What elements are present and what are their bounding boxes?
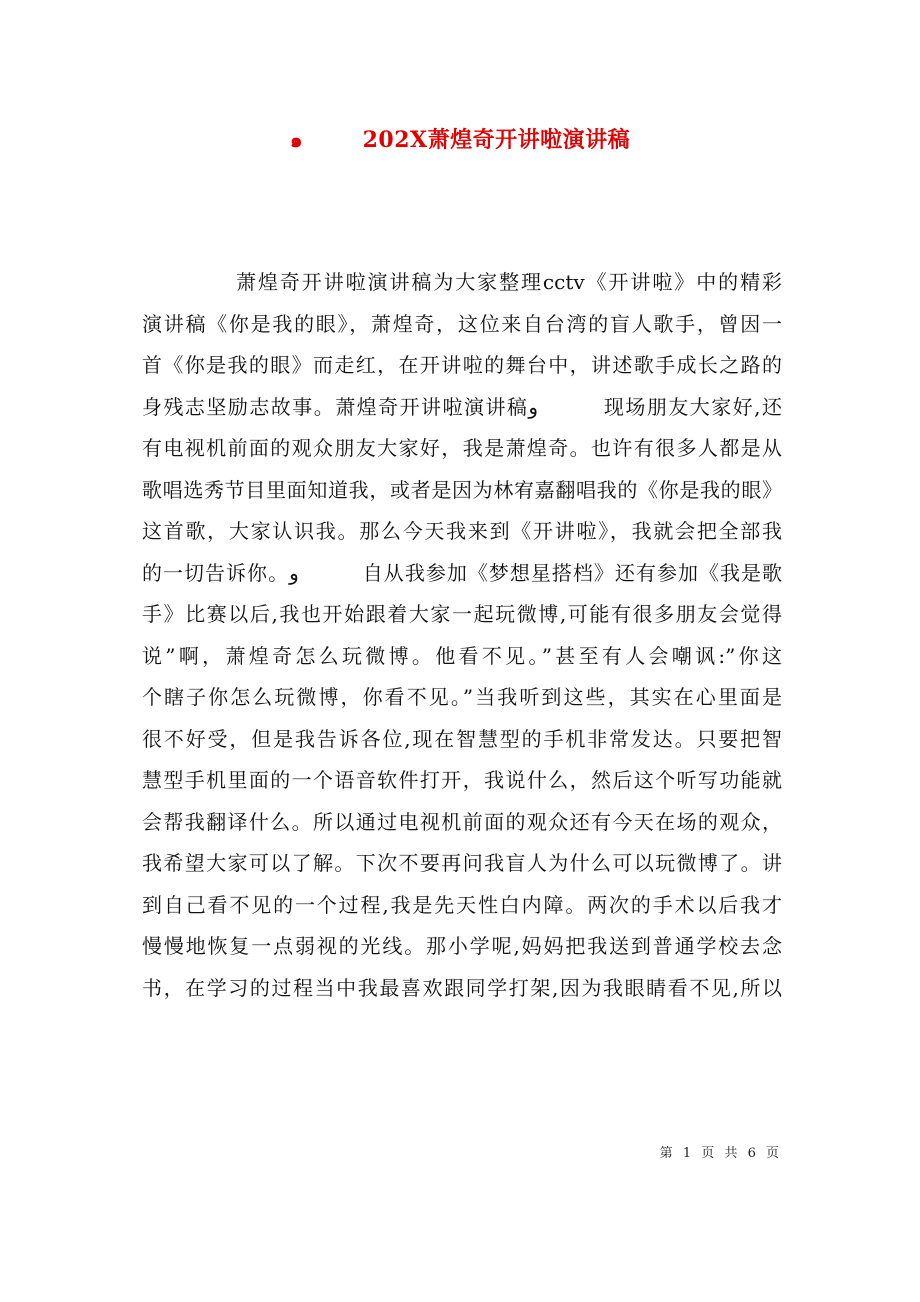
text-line: 说”啊，萧煌奇怎么玩微博。他看不见。”甚至有人会嘲讽:”你这: [142, 643, 782, 668]
text-line: 慧型手机里面的一个语音软件打开，我说什么，然后这个听写功能就: [142, 768, 782, 792]
text-line: 有电视机前面的观众朋友大家好，我是萧煌奇。也许有很多人都是从: [142, 436, 782, 460]
text-line: 这首歌，大家认识我。那么今天我来到《开讲啦》，我就会把全部我: [142, 519, 782, 543]
body-paragraph: [142, 262, 782, 1009]
text-line: 个瞎子你怎么玩微博，你看不见。”当我听到这些，其实在心里面是: [142, 685, 782, 709]
text-line: 慢慢地恢复一点弱视的光线。那小学呢,妈妈把我送到普通学校去念: [142, 934, 782, 958]
footer-page-label: 第: [659, 1146, 674, 1161]
text-line: 到自己看不见的一个过程,我是先天性白内障。两次的手术以后我才: [142, 892, 782, 917]
title-bullet-mark: ๑: [289, 128, 303, 152]
text-line: 身残志坚励志故事。萧煌奇开讲啦演讲稿ﻭ 现场朋友大家好,还: [142, 394, 782, 419]
text-line: 首《你是我的眼》而走红，在开讲啦的舞台中，讲述歌手成长之路的: [142, 353, 782, 377]
footer-total-pages: 6: [747, 1146, 757, 1161]
text-line: 手》比赛以后,我也开始跟着大家一起玩微博,可能有很多朋友会觉得: [142, 602, 782, 626]
footer-total-suffix: 页: [765, 1146, 780, 1161]
text-line: 演讲稿《你是我的眼》，萧煌奇，这位来自台湾的盲人歌手，曾因一: [142, 311, 782, 336]
footer-page-suffix: 页: [701, 1146, 716, 1161]
footer-page-number: 1: [682, 1146, 693, 1161]
text-line: 书，在学习的过程当中我最喜欢跟同学打架,因为我眼睛看不见,所以: [142, 975, 782, 1000]
page-footer: [0, 1142, 782, 1161]
text-line: 歌唱选秀节目里面知道我，或者是因为林宥嘉翻唱我的《你是我的眼》: [142, 477, 782, 502]
text-line: 的一切告诉你。ﻭ 自从我参加《梦想星搭档》还有参加《我是歌: [142, 560, 782, 585]
footer-total-label: 共: [724, 1146, 739, 1161]
text-line: 萧煌奇开讲啦演讲稿为大家整理cctv《开讲啦》中的精彩: [236, 270, 782, 294]
title-text: 202X萧煌奇开讲啦演讲稿: [362, 126, 631, 153]
document-title: [0, 118, 920, 158]
text-line: 我希望大家可以了解。下次不要再问我盲人为什么可以玩微博了。讲: [142, 851, 782, 875]
text-line: 很不好受，但是我告诉各位,现在智慧型的手机非常发达。只要把智: [142, 726, 782, 751]
text-line: 会帮我翻译什么。所以通过电视机前面的观众还有今天在场的观众，: [142, 809, 782, 834]
